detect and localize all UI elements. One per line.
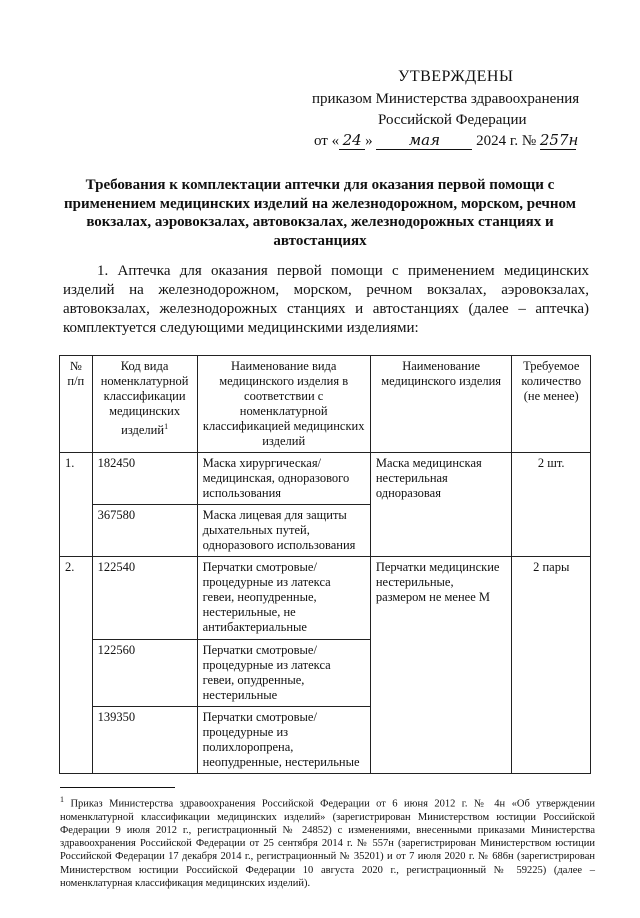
intro-paragraph: 1. Аптечка для оказания первой помощи с применением медицинских изделий на железнодорожном, морском, речном вокзалах, аэровокзалах, автовокзалах, железнодорожных станциях и автостанциях (далее – аптечка) комплектуется следующими медицинскими изделиями:: [63, 263, 589, 336]
document-title: Требования к комплектации аптечки для оказания первой помощи с применением медицинских изделий на железнодорожном, морском, речном вокзалах, аэровокзалах, автовокзалах, железнодорожных станциях и автостанциях: [64, 177, 576, 249]
header-code-text: Код вида номенклатурной классификации медицинских изделий: [100, 359, 189, 438]
order-number: 257н: [539, 131, 579, 149]
approval-order-line: приказом Министерства здравоохранения: [312, 91, 580, 107]
equipment-table: [59, 355, 591, 774]
row-num: 2.: [60, 557, 93, 774]
row-type-name: Маска лицевая для защиты дыхательных путей, одноразового использования: [197, 505, 370, 557]
header-qty: Требуемое количество (не менее): [512, 356, 591, 453]
footnote-text: Приказ Министерства здравоохранения Российской Федерации от 6 июня 2012 г. № 4н «Об утверждении номенклатурной классификации медицинских изделий» (зарегистрирован Министерством юстиции Российской Федерации 9 июля 2012 г., регистрационный № 24852) с изменениями, внесенными приказами Министерства здравоохранения Российской Федерации от 25 сентября 2014 г. № 557н (зарегистрирован Министерством юстиции Российской Федерации 17 декабря 2014 г., регистрационный № 35201) и от 7 июля 2020 г. № 686н (зарегистрирован Министерством юстиции Российской Федерации 10 августа 2020 г., регистрационный № 59225) (далее – номенклатурная классификация медицинских изделий).: [60, 798, 595, 889]
row-type-name: Маска хирургическая/ медицинская, одноразового использования: [197, 453, 370, 505]
row-code: 182450: [92, 453, 197, 505]
footnote-mark: 1: [60, 795, 64, 804]
row-type-name: Перчатки смотровые/ процедурные из полихлоропрена, неопудренные, нестерильные: [197, 707, 370, 774]
row-code: 122540: [92, 557, 197, 640]
header-device-name: Наименование медицинского изделия: [370, 356, 512, 453]
row-type-name: Перчатки смотровые/ процедурные из латекса гевеи, опудренные, нестерильные: [197, 640, 370, 707]
header-type-name: Наименование вида медицинского изделия в соответствии с номенклатурной классификацией медицинских изделий: [197, 356, 370, 453]
approval-date-line: [314, 130, 579, 152]
footnote-divider: [60, 787, 175, 788]
row-code: 367580: [92, 505, 197, 557]
table-row: [60, 453, 591, 505]
footnote: [60, 793, 595, 890]
table-header-row: [60, 356, 591, 453]
row-code: 139350: [92, 707, 197, 774]
header-code: [92, 356, 197, 453]
approval-heading: УТВЕРЖДЕНЫ: [398, 68, 514, 85]
footnote-ref: 1: [164, 422, 169, 431]
date-day: 24: [339, 131, 365, 150]
row-type-name: Перчатки смотровые/ процедурные из латекса гевеи, неопудренные, нестерильные, не антибактериальные: [197, 557, 370, 640]
row-num: 1.: [60, 453, 93, 557]
date-year: 2024 г. №: [476, 133, 537, 149]
row-code: 122560: [92, 640, 197, 707]
header-num: № п/п: [60, 356, 93, 453]
row-device-name: Перчатки медицинские нестерильные, размером не менее M: [370, 557, 512, 774]
row-qty: 2 пары: [512, 557, 591, 774]
date-prefix: от «: [314, 133, 340, 149]
date-day-suffix: »: [365, 133, 373, 149]
approval-country-line: Российской Федерации: [378, 112, 527, 128]
row-qty: 2 шт.: [512, 453, 591, 557]
date-month: мая: [376, 131, 472, 150]
table-row: [60, 557, 591, 640]
row-device-name: Маска медицинская нестерильная одноразовая: [370, 453, 512, 557]
